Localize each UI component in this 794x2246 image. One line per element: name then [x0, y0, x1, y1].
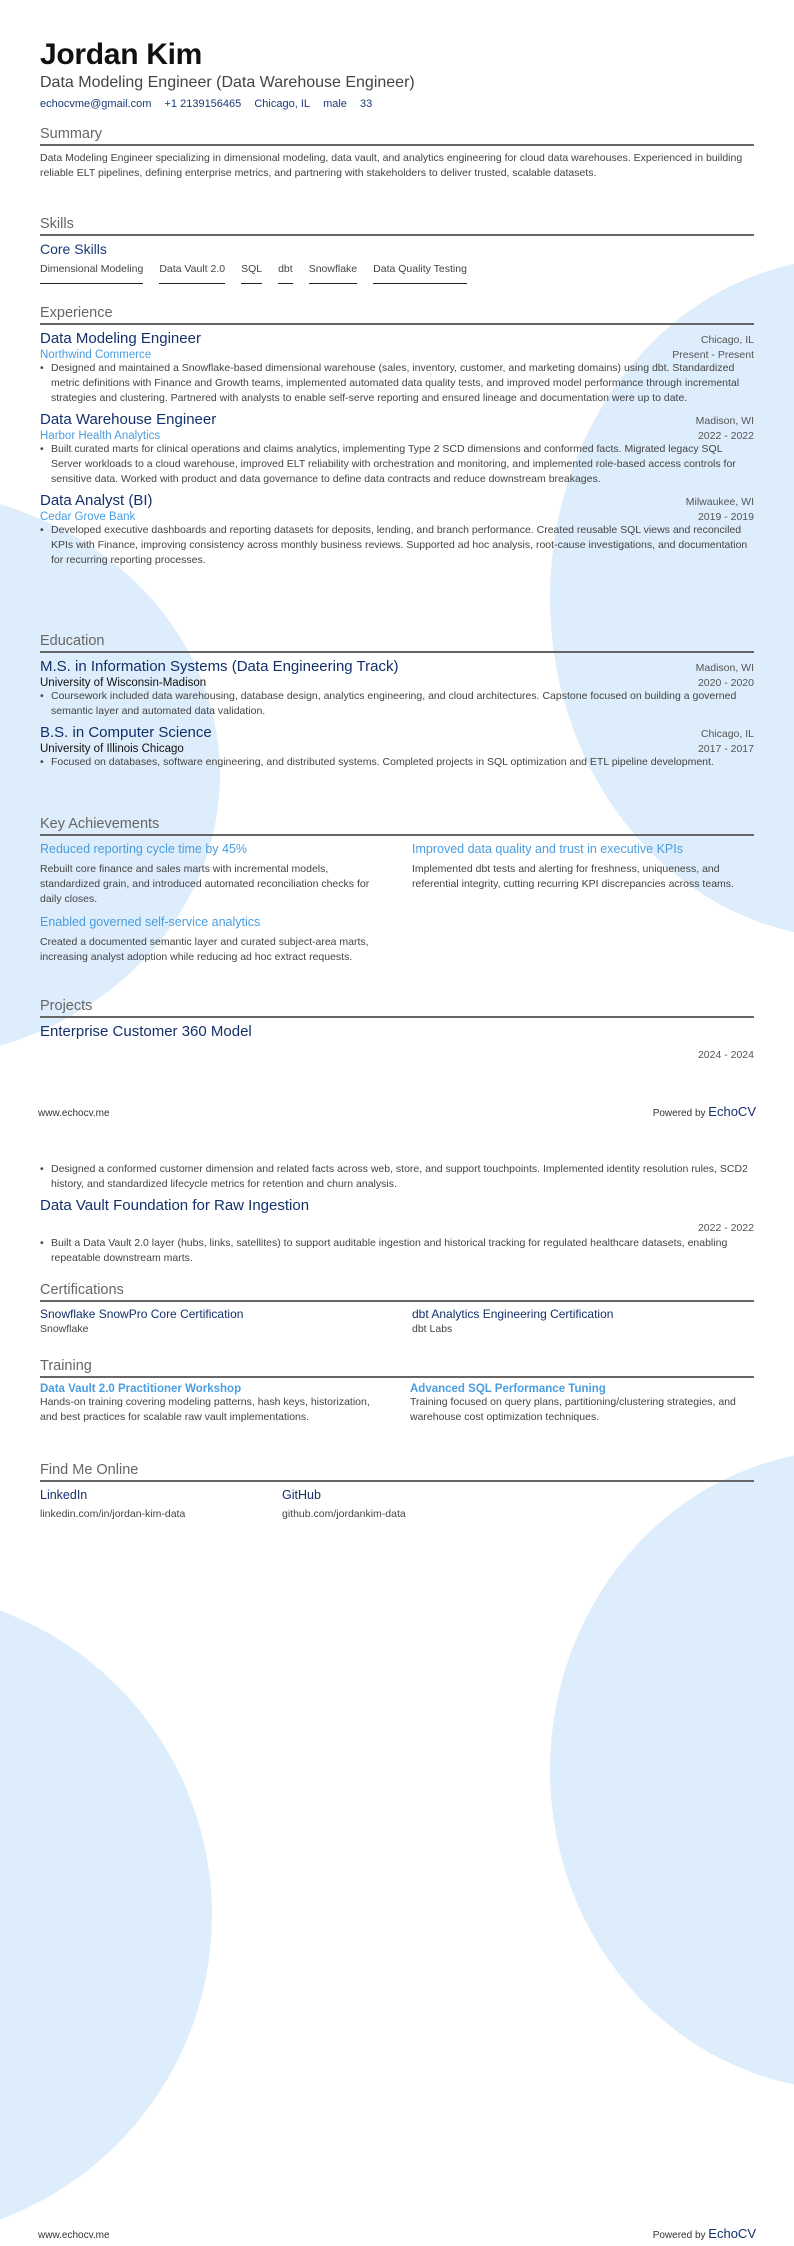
- education-bullet: • Focused on databases, software engineering, and distributed systems. Completed projects in SQL optimization and ETL pipeline development.: [40, 756, 714, 768]
- experience-entry: [40, 330, 754, 406]
- skill-tag: Data Quality Testing: [373, 263, 467, 284]
- education-entry: [40, 724, 754, 770]
- linkedin-link[interactable]: linkedin.com/in/jordan-kim-data: [40, 1508, 186, 1520]
- training-name: Advanced SQL Performance Tuning: [410, 1383, 606, 1395]
- school-name: University of Illinois Chicago: [40, 743, 184, 755]
- online-label: GitHub: [282, 1488, 321, 1502]
- projects-section-continued: [40, 1162, 754, 1266]
- section-title-skills: Skills: [40, 216, 754, 236]
- achievements-section: [40, 816, 754, 965]
- job-location: Milwaukee, WI: [685, 496, 754, 508]
- contact-line: [40, 98, 754, 110]
- page-footer: [38, 1104, 756, 1119]
- training-item: [40, 1383, 384, 1425]
- certifications-section: [40, 1282, 754, 1335]
- job-dates: 2019 - 2019: [697, 511, 754, 523]
- section-title-education: Education: [40, 633, 754, 653]
- skill-tag: SQL: [241, 263, 262, 284]
- achievement-item: [40, 915, 382, 965]
- summary-text: Data Modeling Engineer specializing in dimensional modeling, data vault, and analytics engineering for cloud data warehouses. Experienced in building reliable ELT pipelines, defining enterprise metrics, and partnering with stakeholders to deliver trusted, scalable datasets.: [40, 152, 743, 179]
- training-section: [40, 1358, 754, 1425]
- decor-circle-right-bottom: [550, 1450, 794, 2090]
- project-dates: 2024 - 2024: [697, 1049, 754, 1061]
- github-link[interactable]: github.com/jordankim-data: [282, 1508, 406, 1520]
- contact-gender: male: [323, 98, 347, 110]
- section-title-achievements: Key Achievements: [40, 816, 754, 836]
- degree-title: M.S. in Information Systems (Data Engineering Track): [40, 658, 399, 675]
- section-title-online: Find Me Online: [40, 1462, 754, 1482]
- skill-tag: Dimensional Modeling: [40, 263, 143, 284]
- job-title: Data Modeling Engineer: [40, 330, 201, 347]
- summary-section: [40, 126, 754, 181]
- footer-site-link[interactable]: www.echocv.me: [38, 2230, 110, 2241]
- job-bullet: • Developed executive dashboards and reporting datasets for deposits, lending, and branch performance. Created reusable SQL views and reconciled KPIs with Finance, improving consistency across monthly business reviews. Supported ad hoc analysis, root-cause investigations, and documentation for recurring reporting processes.: [40, 524, 748, 566]
- skill-tag: Snowflake: [309, 263, 357, 284]
- achievement-title: Improved data quality and trust in executive KPIs: [412, 842, 683, 856]
- section-title-training: Training: [40, 1358, 754, 1378]
- contact-email[interactable]: echocvme@gmail.com: [40, 98, 152, 110]
- project-name: Data Vault Foundation for Raw Ingestion: [40, 1197, 310, 1214]
- education-dates: 2017 - 2017: [697, 743, 754, 755]
- school-name: University of Wisconsin-Madison: [40, 677, 207, 689]
- project-name: Enterprise Customer 360 Model: [40, 1023, 252, 1040]
- experience-entry: [40, 411, 754, 487]
- section-title-experience: Experience: [40, 305, 754, 325]
- project-dates: 2022 - 2022: [697, 1222, 754, 1234]
- education-dates: 2020 - 2020: [697, 677, 754, 689]
- job-bullet: • Built curated marts for clinical operations and claims analytics, implementing Type 2 SCD dimensions and conformed facts. Migrated legacy SQL Server workloads to a cloud warehouse, improved ELT reliability with orchestration and monitoring, and implemented role-based access controls for sensitive data. Worked with product and data governance to define data contracts and reduce downstream breakages.: [40, 443, 736, 485]
- certification-issuer: Snowflake: [40, 1323, 89, 1335]
- certification-name: dbt Analytics Engineering Certification: [412, 1307, 614, 1321]
- education-bullet: • Coursework included data warehousing, database design, analytics engineering, and cloud architectures. Capstone focused on building a governed semantic layer and automated data validation.: [40, 690, 737, 717]
- online-label: LinkedIn: [40, 1488, 88, 1502]
- footer-powered-by: Powered by EchoCV: [652, 1104, 756, 1119]
- achievement-item: [40, 842, 382, 907]
- contact-age: 33: [359, 98, 373, 110]
- job-location: Madison, WI: [695, 415, 754, 427]
- skills-group-title: Core Skills: [40, 241, 107, 257]
- section-title-certifications: Certifications: [40, 1282, 754, 1302]
- job-location: Chicago, IL: [700, 334, 754, 346]
- certification-item: [412, 1307, 754, 1335]
- decor-circle-left-mid: [0, 490, 220, 1060]
- contact-phone[interactable]: +1 2139156465: [164, 98, 242, 110]
- resume-header: [40, 38, 754, 110]
- company-name: Harbor Health Analytics: [40, 430, 161, 442]
- experience-entry: [40, 492, 754, 568]
- achievement-title: Enabled governed self-service analytics: [40, 915, 261, 929]
- school-location: Madison, WI: [695, 662, 754, 674]
- job-dates: Present - Present: [672, 349, 754, 361]
- online-section: [40, 1462, 754, 1520]
- education-section: [40, 633, 754, 770]
- certification-issuer: dbt Labs: [412, 1323, 453, 1335]
- footer-brand[interactable]: EchoCV: [708, 1104, 756, 1119]
- section-title-summary: Summary: [40, 126, 754, 146]
- decor-circle-left-bottom: [0, 1590, 212, 2240]
- job-title: Data Warehouse Engineer: [40, 411, 217, 428]
- training-desc: Hands-on training covering modeling patterns, hash keys, historization, and best practices for scalable raw vault implementations.: [40, 1396, 370, 1423]
- projects-section: [40, 998, 754, 1063]
- page-footer: [38, 2226, 756, 2241]
- degree-title: B.S. in Computer Science: [40, 724, 212, 741]
- achievement-desc: Implemented dbt tests and alerting for freshness, uniqueness, and referential integrity, cutting recurring KPI discrepancies across teams.: [412, 863, 734, 890]
- experience-section: [40, 305, 754, 568]
- skill-tag: dbt: [278, 263, 293, 284]
- training-desc: Training focused on query plans, partitioning/clustering strategies, and warehouse cost optimization techniques.: [410, 1396, 736, 1423]
- footer-site-link[interactable]: www.echocv.me: [38, 1108, 110, 1119]
- candidate-headline: Data Modeling Engineer (Data Warehouse Engineer): [40, 74, 415, 91]
- achievement-desc: Created a documented semantic layer and curated subject-area marts, increasing analyst adoption while reducing ad hoc extract requests.: [40, 936, 369, 963]
- job-title: Data Analyst (BI): [40, 492, 153, 509]
- online-profile-github: [282, 1488, 524, 1520]
- skills-section: [40, 216, 754, 284]
- training-item: [410, 1383, 754, 1425]
- training-name: Data Vault 2.0 Practitioner Workshop: [40, 1383, 242, 1395]
- achievement-item: [412, 842, 754, 907]
- job-bullet: • Designed and maintained a Snowflake-based dimensional warehouse (sales, inventory, customer, and marketing domains) using dbt. Standardized metric definitions with Finance and Growth teams, implemented automated data quality tests, and improved model performance through incremental strategies and clustering. Partnered with analysts to enable self-serve reporting and ensured lineage and documentation were up to date.: [40, 362, 740, 404]
- certification-item: [40, 1307, 382, 1335]
- skill-tag: Data Vault 2.0: [159, 263, 225, 284]
- job-dates: 2022 - 2022: [697, 430, 754, 442]
- company-name: Cedar Grove Bank: [40, 511, 136, 523]
- school-location: Chicago, IL: [700, 728, 754, 740]
- achievement-desc: Rebuilt core finance and sales marts with incremental models, standardized grain, and introduced automated reconciliation checks for daily closes.: [40, 863, 370, 905]
- achievement-title: Reduced reporting cycle time by 45%: [40, 842, 248, 856]
- company-name: Northwind Commerce: [40, 349, 152, 361]
- certification-name: Snowflake SnowPro Core Certification: [40, 1307, 244, 1321]
- education-entry: [40, 658, 754, 719]
- footer-powered-by: Powered by EchoCV: [652, 2226, 756, 2241]
- project-bullet: • Built a Data Vault 2.0 layer (hubs, links, satellites) to support auditable ingestion and historical tracking for regulated healthcare datasets, enabling repeatable downstream marts.: [40, 1237, 728, 1264]
- contact-location: Chicago, IL: [254, 98, 310, 110]
- project-bullet: • Designed a conformed customer dimension and related facts across web, store, and support touchpoints. Implemented identity resolution rules, SCD2 history, and standardized lifecycle metrics for retention and churn analysis.: [40, 1163, 748, 1190]
- section-title-projects: Projects: [40, 998, 754, 1018]
- candidate-name: Jordan Kim: [40, 38, 203, 71]
- online-profile-linkedin: [40, 1488, 282, 1520]
- footer-brand[interactable]: EchoCV: [708, 2226, 756, 2241]
- skills-list: [40, 263, 754, 284]
